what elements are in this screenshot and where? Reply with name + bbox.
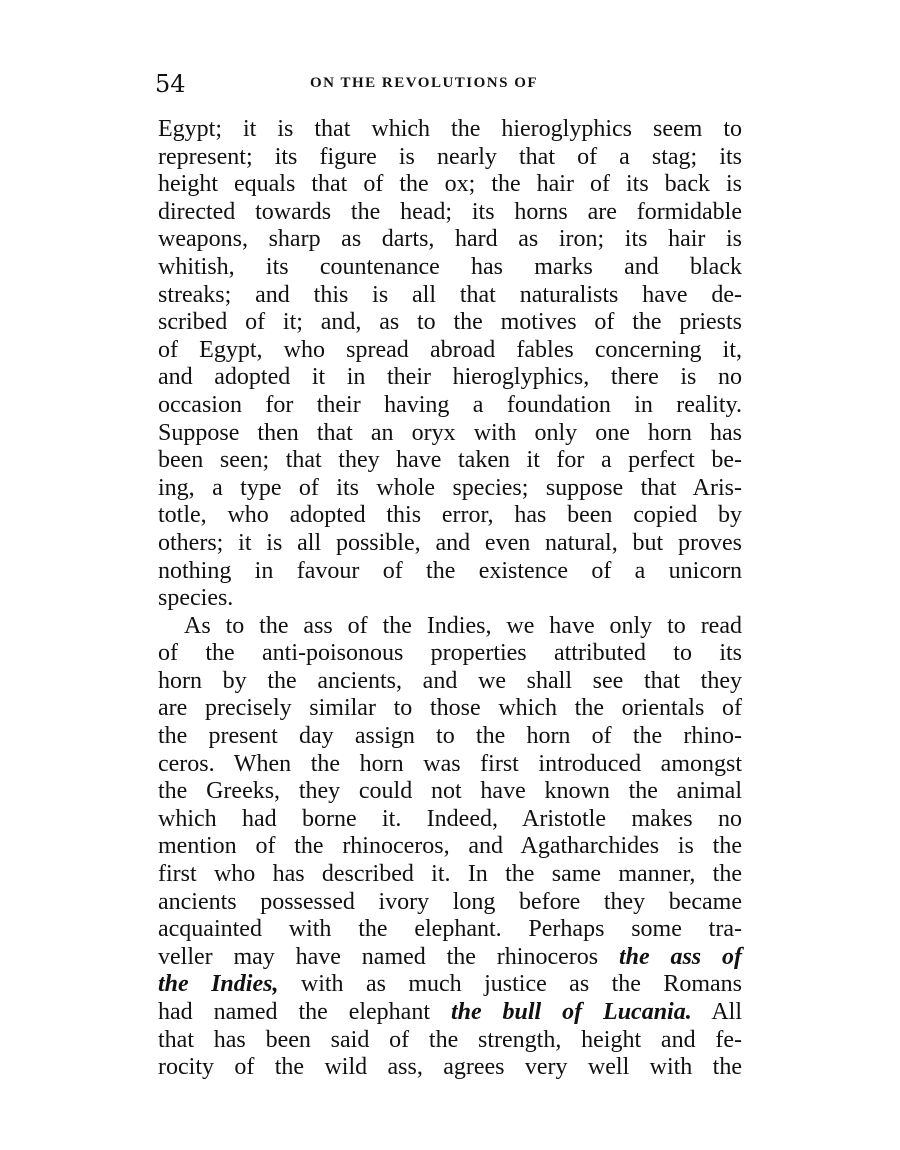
text-line: rocity of the wild ass, agrees very well with the <box>158 1054 742 1081</box>
text-line: others; it is all possible, and even natural, but proves <box>158 529 742 556</box>
text-line: mention of the rhinoceros, and Agatharchides is the <box>158 833 742 860</box>
text-line: occasion for their having a foundation in reality. <box>158 391 742 418</box>
text-line: the Greeks, they could not have known the animal <box>158 778 742 805</box>
text-line: acquainted with the elephant. Perhaps some tra- <box>158 916 742 943</box>
italic-segment: the bull of Lucania. <box>450 999 692 1025</box>
body-text <box>158 116 742 1082</box>
text-segment: had named the elephant <box>158 999 451 1025</box>
text-line: ancients possessed ivory long before they became <box>158 888 742 915</box>
text-line-mixed <box>158 971 742 999</box>
text-line: which had borne it. Indeed, Aristotle makes no <box>158 805 742 832</box>
text-line: height equals that of the ox; the hair of its back is <box>158 171 742 198</box>
text-line: of Egypt, who spread abroad fables concerning it, <box>158 336 742 363</box>
text-line: are precisely similar to those which the orientals of <box>158 695 742 722</box>
text-line: whitish, its countenance has marks and black <box>158 253 742 280</box>
text-line: been seen; that they have taken it for a perfect be- <box>158 447 742 474</box>
text-segment: All <box>691 999 742 1025</box>
paragraph-end-line: species. <box>158 585 234 612</box>
paragraph-start-line: As to the ass of the Indies, we have only to read <box>184 612 742 639</box>
text-line: directed towards the head; its horns are formidable <box>158 198 742 225</box>
text-line-mixed <box>158 944 742 972</box>
text-line: nothing in favour of the existence of a unicorn <box>158 557 742 584</box>
text-segment: with as much justice as the Romans <box>278 971 742 998</box>
text-line: ing, a type of its whole species; suppose that Aris- <box>158 474 742 501</box>
text-line: first who has described it. In the same manner, the <box>158 861 742 888</box>
text-line: weapons, sharp as darts, hard as iron; its hair is <box>158 226 742 253</box>
text-line: scribed of it; and, as to the motives of the priests <box>158 309 742 336</box>
text-line: horn by the ancients, and we shall see that they <box>158 667 742 694</box>
text-line: Suppose then that an oryx with only one horn has <box>158 419 742 446</box>
running-title: ON THE REVOLUTIONS OF <box>310 75 539 91</box>
text-segment: veller may have named the rhinoceros <box>158 943 619 970</box>
text-line: that has been said of the strength, height and fe- <box>158 1026 742 1053</box>
text-line: of the anti-poisonous properties attributed to its <box>158 640 742 667</box>
text-line: ceros. When the horn was first introduced amongst <box>158 750 742 777</box>
text-line: Egypt; it is that which the hieroglyphics seem to <box>158 116 742 142</box>
text-line: represent; its figure is nearly that of a stag; its <box>158 143 742 170</box>
text-line: the present day assign to the horn of the rhino- <box>158 723 742 750</box>
text-line: and adopted it in their hieroglyphics, there is no <box>158 364 742 391</box>
text-line: streaks; and this is all that naturalists have de- <box>158 281 742 308</box>
italic-segment: the Indies, <box>158 971 279 998</box>
text-line-mixed <box>158 999 742 1027</box>
running-head <box>155 70 745 100</box>
text-line: totle, who adopted this error, has been copied by <box>158 502 742 529</box>
page-number: 54 <box>155 70 186 98</box>
italic-segment: the ass of <box>618 943 742 970</box>
